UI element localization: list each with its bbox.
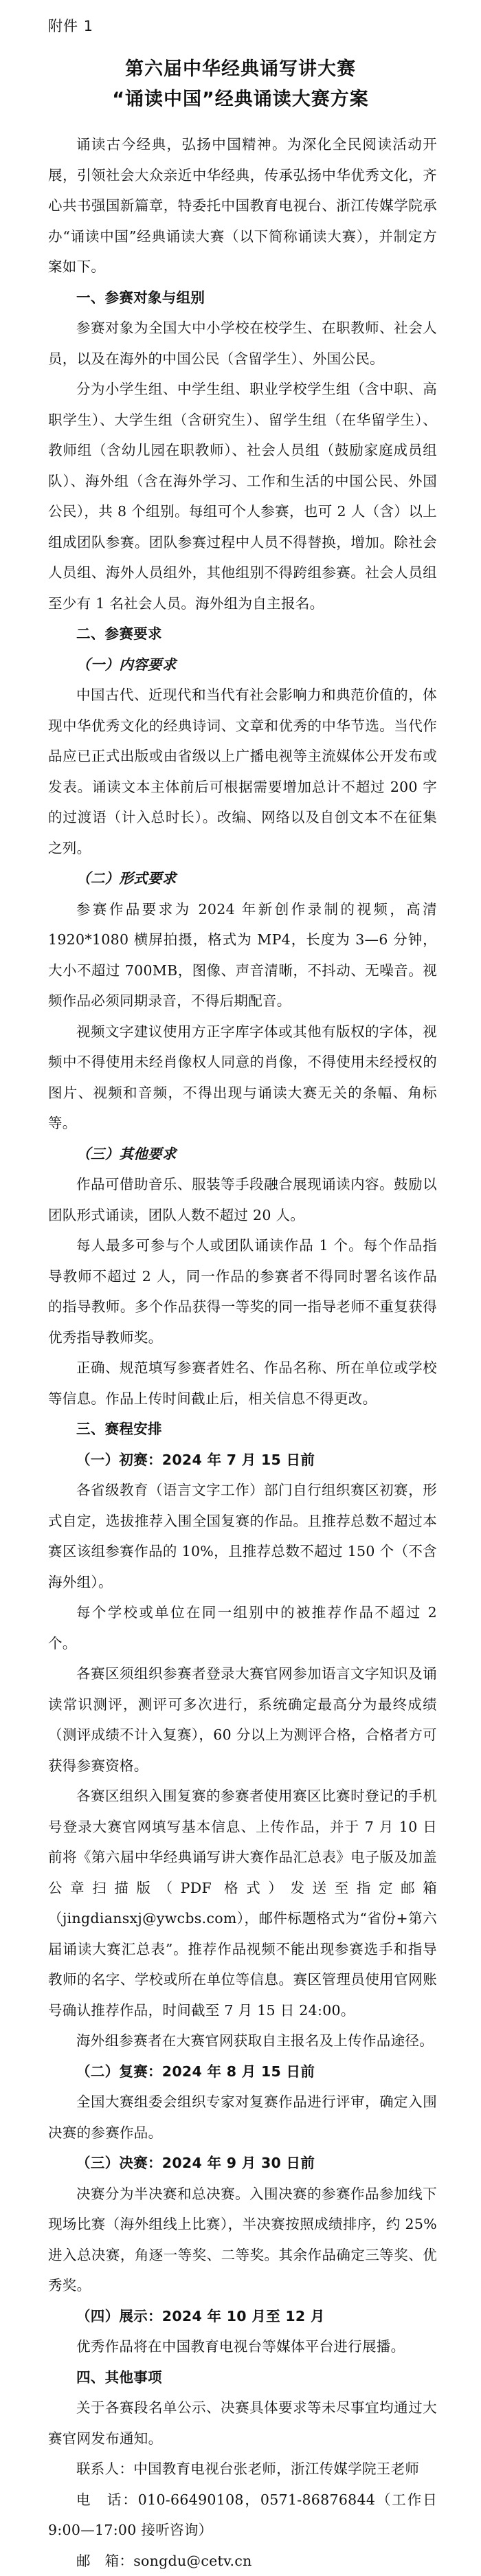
paragraph: 各省级教育（语言文字工作）部门自行组织赛区初赛，形式自定，选拔推荐入围全国复赛的作品。且推荐总数不超过本赛区该组参赛作品的 10%，且推荐总数不超过 150 个（不含海外组）。: [48, 1475, 437, 1597]
paragraph: 关于各赛段名单公示、决赛具体要求等未尽事宜均通过大赛官网发布通知。: [48, 2392, 437, 2454]
section-heading: 三、赛程安排: [48, 1414, 437, 1445]
paragraph: 各赛区须组织参赛者登录大赛官网参加语言文字知识及诵读常识测评，测评可多次进行，系统确定最高分为最终成绩（测评成绩不计入复赛），60 分以上为测评合格，合格者方可获得参赛资格。: [48, 1658, 437, 1781]
subsection-heading: （四）展示：2024 年 10 月至 12 月: [48, 2301, 437, 2332]
subsection-heading: （二）形式要求: [48, 863, 437, 894]
section-heading: 一、参赛对象与组别: [48, 282, 437, 313]
contact-phone: 电 话：010-66490108，0571-86876844（工作日 9:00—17:00 接听咨询）: [48, 2485, 437, 2546]
subsection-heading: （二）复赛：2024 年 8 月 15 日前: [48, 2056, 437, 2087]
paragraph: 每个学校或单位在同一组别中的被推荐作品不超过 2 个。: [48, 1597, 437, 1658]
document-title-line2: “诵读中国”经典诵读大赛方案: [0, 84, 481, 111]
annex-label: 附件 1: [48, 15, 93, 36]
paragraph: 参赛作品要求为 2024 年新创作录制的视频，高清 1920*1080 横屏拍摄，格式为 MP4，长度为 3—6 分钟，大小不超过 700MB，图像、声音清晰，不抖动、无噪音。视频作品必须同期录音，不得后期配音。: [48, 894, 437, 1017]
paragraph: 各赛区组织入围复赛的参赛者使用赛区比赛时登记的手机号登录大赛官网填写基本信息、上传作品，并于 7 月 10 日前将《第六届中华经典诵写讲大赛作品汇总表》电子版及加盖公章扫描版（PDF 格式）发送至指定邮箱（jingdiansxj@ywcbs.com），邮件标题格式为“省份+第六届诵读大赛汇总表”。推荐作品视频不能出现参赛选手和指导教师的名字、学校或所在单位等信息。赛区管理员使用官网账号确认推荐作品，时间截至 7 月 15 日 24:00。: [48, 1781, 437, 2025]
paragraph: 正确、规范填写参赛者姓名、作品名称、所在单位或学校等信息。作品上传时间截止后，相关信息不得更改。: [48, 1353, 437, 1414]
document-body: [48, 129, 437, 2576]
paragraph: 视频文字建议使用方正字库字体或其他有版权的字体，视频中不得使用未经肖像权人同意的肖像，不得使用未经授权的图片、视频和音频，不得出现与诵读大赛无关的条幅、角标等。: [48, 1017, 437, 1139]
document-title-line1: 第六届中华经典诵写讲大赛: [0, 54, 481, 80]
intro-paragraph: 诵读古今经典，弘扬中国精神。为深化全民阅读活动开展，引领社会大众亲近中华经典，传承弘扬中华优秀文化，齐心共书强国新篇章，特委托中国教育电视台、浙江传媒学院承办“诵读中国”经典诵读大赛（以下简称诵读大赛），并制定方案如下。: [48, 129, 437, 282]
contact-person: 联系人：中国教育电视台张老师，浙江传媒学院王老师: [48, 2454, 437, 2485]
paragraph: 作品可借助音乐、服装等手段融合展现诵读内容。鼓励以团队形式诵读，团队人数不超过 20 人。: [48, 1169, 437, 1230]
subsection-heading: （三）决赛：2024 年 9 月 30 日前: [48, 2148, 437, 2179]
subsection-heading: （三）其他要求: [48, 1139, 437, 1170]
section-heading: 四、其他事项: [48, 2362, 437, 2393]
paragraph: 海外组参赛者在大赛官网获取自主报名及上传作品途径。: [48, 2025, 437, 2056]
paragraph: 分为小学生组、中学生组、职业学校学生组（含中职、高职学生）、大学生组（含研究生）、留学生组（在华留学生）、教师组（含幼儿园在职教师）、社会人员组（鼓励家庭成员组队）、海外组（含在海外学习、工作和生活的中国公民、外国公民），共 8 个组别。每组可个人参赛，也可 2 人（含）以上组成团队参赛。团队参赛过程中人员不得替换，增加。除社会人员组、海外人员组外，其他组别不得跨组参赛。社会人员组至少有 1 名社会人员。海外组为自主报名。: [48, 374, 437, 619]
paragraph: 优秀作品将在中国教育电视台等媒体平台进行展播。: [48, 2331, 437, 2362]
section-heading: 二、参赛要求: [48, 619, 437, 649]
paragraph: 参赛对象为全国大中小学校在校学生、在职教师、社会人员，以及在海外的中国公民（含留学生）、外国公民。: [48, 313, 437, 374]
paragraph: 中国古代、近现代和当代有社会影响力和典范价值的，体现中华优秀文化的经典诗词、文章和优秀的中华节选。当代作品应已正式出版或由省级以上广播电视等主流媒体公开发布或发表。诵读文本主体前后可根据需要增加总计不超过 200 字的过渡语（计入总时长）。改编、网络以及自创文本不在征集之列。: [48, 680, 437, 863]
subsection-heading: （一）初赛：2024 年 7 月 15 日前: [48, 1445, 437, 1476]
subsection-heading: （一）内容要求: [48, 649, 437, 680]
contact-email: 邮 箱：songdu@cetv.cn: [48, 2546, 437, 2576]
paragraph: 决赛分为半决赛和总决赛。入围决赛的参赛作品参加线下现场比赛（海外组线上比赛），半决赛按照成绩排序，约 25%进入总决赛，角逐一等奖、二等奖。其余作品确定三等奖、优秀奖。: [48, 2179, 437, 2301]
paragraph: 每人最多可参与个人或团队诵读作品 1 个。每个作品指导教师不超过 2 人，同一作品的参赛者不得同时署名该作品的指导教师。多个作品获得一等奖的同一指导老师不重复获得优秀指导教师奖。: [48, 1230, 437, 1353]
paragraph: 全国大赛组委会组织专家对复赛作品进行评审，确定入围决赛的参赛作品。: [48, 2087, 437, 2148]
